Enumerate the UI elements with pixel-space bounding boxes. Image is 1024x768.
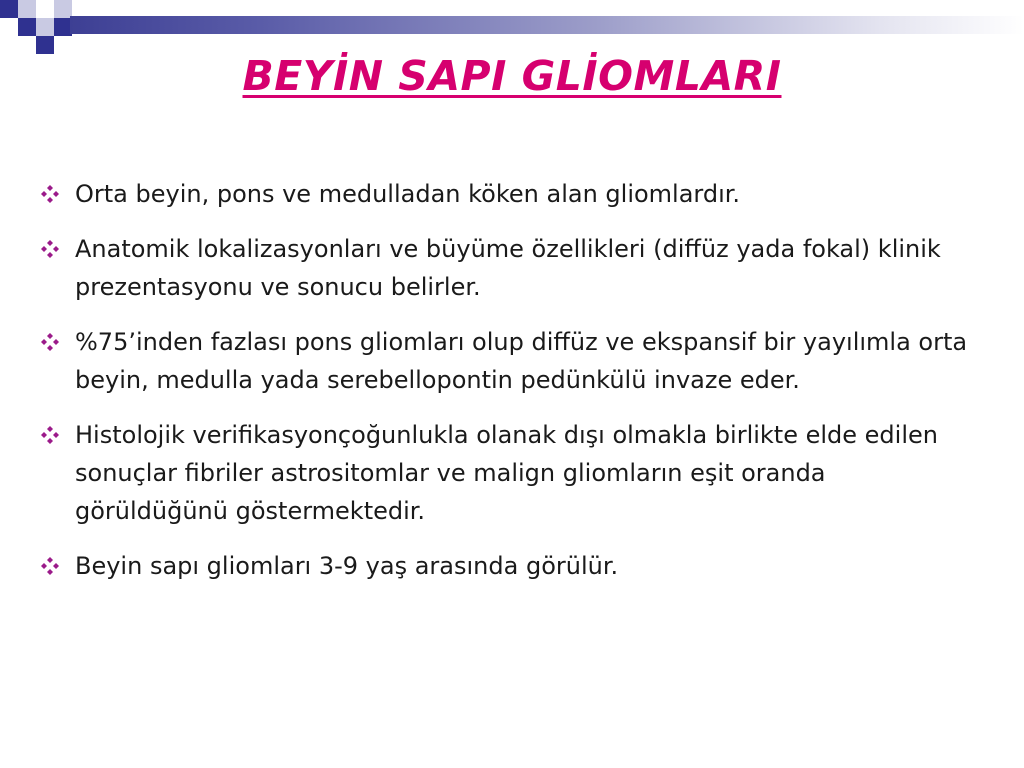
header-gradient-bar — [70, 16, 1024, 34]
bullet-text: Histolojik verifikasyonçoğunlukla olanak dışı olmakla birlikte elde edilen sonuçlar fibriler astrositomlar ve malign gliomların eşit oranda görüldüğünü göstermektedir. — [75, 421, 938, 525]
four-diamond-bullet-icon — [40, 239, 60, 259]
four-diamond-bullet-icon — [40, 425, 60, 445]
bullet-text: Beyin sapı gliomları 3-9 yaş arasında görülür. — [75, 552, 619, 580]
bullet-text: Orta beyin, pons ve medulladan köken alan gliomlardır. — [75, 180, 741, 208]
four-diamond-bullet-icon — [40, 332, 60, 352]
four-diamond-bullet-icon — [40, 556, 60, 576]
bullet-text: %75’inden fazlası pons gliomları olup diffüz ve ekspansif bir yayılımla orta beyin, medulla yada serebellopontin pedünkülü invaze eder. — [75, 328, 968, 394]
bullet-item — [40, 547, 980, 585]
bullet-item — [40, 230, 980, 306]
slide-title: BEYİN SAPI GLİOMLARI — [242, 52, 782, 100]
bullet-item — [40, 323, 980, 399]
bullet-text: Anatomik lokalizasyonları ve büyüme özellikleri (diffüz yada fokal) klinik prezentasyonu ve sonucu belirler. — [75, 235, 941, 301]
bullet-item — [40, 416, 980, 530]
bullet-item — [40, 175, 980, 213]
four-diamond-bullet-icon — [40, 184, 60, 204]
bullet-list — [40, 175, 980, 602]
